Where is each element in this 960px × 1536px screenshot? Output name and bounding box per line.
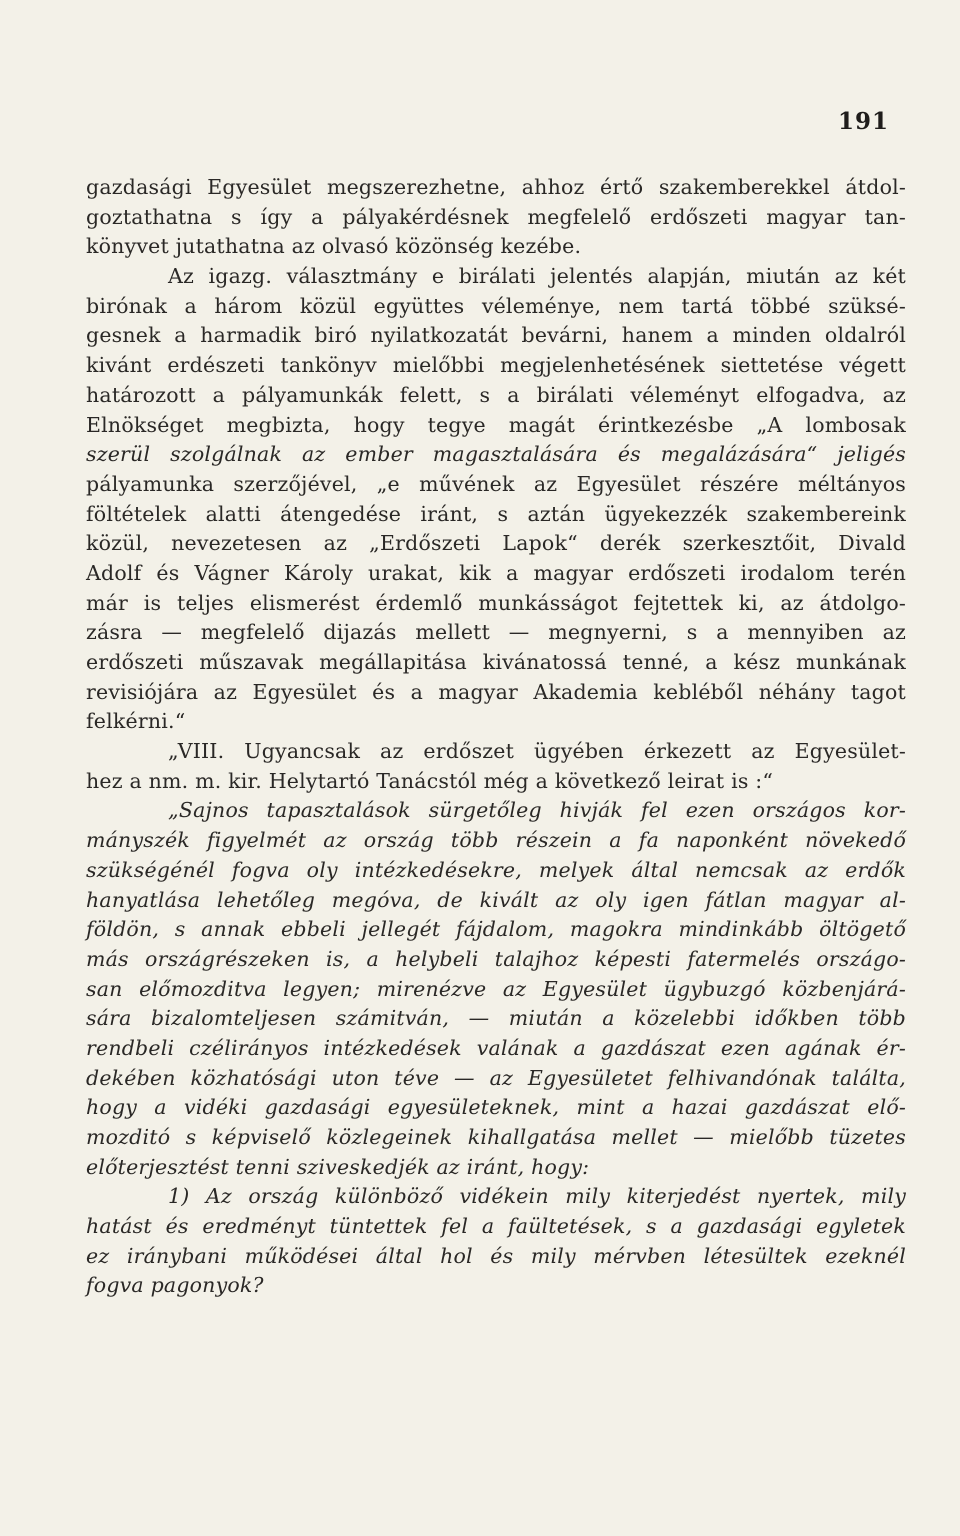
- text-line: Az igazg. választmány e birálati jelentés alapján, miután az két: [168, 264, 906, 289]
- text-line: szerül szolgálnak az ember magasztalására és megalázására“ jeligés: [86, 442, 906, 467]
- text-line: birónak a három közül együttes véleménye, nem tartá többé szüksé-: [86, 293, 906, 318]
- text-line: „Sajnos tapasztalások sürgetőleg hivják fel ezen országos kor-: [168, 798, 906, 823]
- text-line: már is teljes elismerést érdemlő munkásságot fejtettek ki, az átdolgo-: [86, 590, 906, 615]
- text-line: hanyatlása lehetőleg megóva, de kivált az oly igen fátlan magyar al-: [86, 887, 906, 912]
- text-line: pályamunka szerzőjével, „e művének az Egyesület részére méltányos: [86, 471, 906, 496]
- text-line: Elnökséget megbizta, hogy tegye magát érintkezésbe „A lombosak: [86, 412, 906, 437]
- text-line: könyvet jutathatna az olvasó közönség kezébe.: [86, 234, 582, 259]
- text-line: mányszék figyelmét az ország több részein a fa naponként növekedő: [86, 828, 906, 853]
- text-line: rendbeli czélirányos intézkedések valának a gazdászat ezen agának ér-: [86, 1035, 906, 1060]
- text-line: fogva pagonyok?: [86, 1273, 264, 1298]
- page-number: 191: [838, 108, 890, 135]
- text-line: mozditó s képviselő közlegeinek kihallgatása mellet — mielőbb tüzetes: [86, 1125, 906, 1149]
- text-line: san előmozditva legyen; mirenézve az Egyesület ügybuzgó közbenjárá-: [86, 976, 906, 1001]
- text-line: földön, s annak ebbeli jellegét fájdalom, magokra mindinkább öltögető: [86, 917, 906, 942]
- text-line: előterjesztést tenni sziveskedjék az iránt, hogy:: [86, 1154, 590, 1179]
- text-line: zásra — megfelelő dijazás mellett — megnyerni, s a mennyiben az: [86, 620, 906, 645]
- text-line: revisiójára az Egyesület és a magyar Akademia kebléből néhány tagot: [86, 679, 906, 704]
- text-line: „VIII. Ugyancsak az erdőszet ügyében érkezett az Egyesület-: [168, 739, 906, 764]
- text-line: határozott a pályamunkák felett, s a birálati véleményt elfogadva, az: [86, 382, 906, 407]
- text-line: gazdasági Egyesület megszerezhetne, ahhoz értő szakemberekkel átdol-: [86, 175, 906, 199]
- text-line: goztathatna s így a pályakérdésnek megfelelő erdőszeti magyar tan-: [86, 204, 906, 229]
- text-line: szükségénél fogva oly intézkedésekre, melyek által nemcsak az erdők: [86, 857, 906, 882]
- text-line: felkérni.“: [86, 709, 186, 734]
- text-line: hez a nm. m. kir. Helytartó Tanácstól még a következő leirat is :“: [86, 768, 774, 793]
- text-line: közül, nevezetesen az „Erdőszeti Lapok“ derék szerkesztőit, Divald: [86, 531, 906, 556]
- text-line: Adolf és Vágner Károly urakat, kik a magyar erdőszeti irodalom terén: [86, 560, 906, 585]
- text-line: gesnek a harmadik biró nyilatkozatát bevárni, hanem a minden oldalról: [86, 323, 906, 348]
- text-line: dekében közhatósági uton téve — az Egyesületet felhivandónak találta,: [86, 1065, 906, 1090]
- text-line: föltételek alatti átengedése iránt, s aztán ügyekezzék szakembereink: [86, 501, 906, 526]
- text-line: 1) Az ország különböző vidékein mily kiterjedést nyertek, mily: [168, 1184, 906, 1209]
- text-line: hogy a vidéki gazdasági egyesületeknek, mint a hazai gazdászat elő-: [86, 1095, 906, 1120]
- text-line: erdőszeti műszavak megállapitása kivánatossá tenné, a kész munkának: [86, 650, 906, 674]
- text-line: sára bizalomteljesen számitván, — miután a közelebbi időkben több: [86, 1006, 906, 1031]
- text-line: ez iránybani működései által hol és mily mérvben létesültek ezeknél: [86, 1243, 906, 1268]
- body-text: [86, 173, 906, 1301]
- text-line: hatást és eredményt tüntettek fel a faültetések, s a gazdasági egyletek: [86, 1214, 906, 1239]
- text-line: más országrészeken is, a helybeli talajhoz képesti fatermelés országo-: [86, 946, 906, 971]
- text-line: kivánt erdészeti tankönyv mielőbbi megjelenhetésének siettetése végett: [86, 353, 906, 378]
